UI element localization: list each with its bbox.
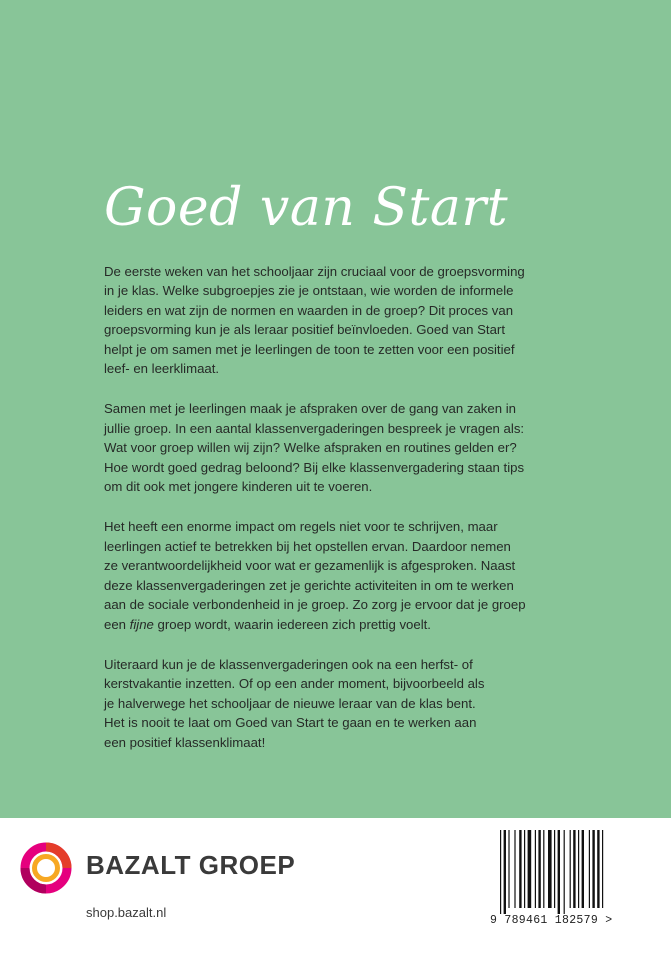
bazalt-ring-logo-icon [20,842,72,894]
text-line: om dit ook met jongere kinderen uit te voeren. [104,479,373,495]
blurb-paragraph-1 [104,262,634,378]
text-line: De eerste weken van het schooljaar zijn cruciaal voor de groepsvorming [104,264,525,279]
text-line: Samen met je leerlingen maak je afspraken over de gang van zaken in [104,401,516,417]
text-line: leiders en wat zijn de normen en waarden in de groep? Dit proces van [104,302,514,318]
barcode-bar [602,830,603,908]
barcode-icon [500,830,608,914]
barcode-bar [578,830,579,908]
text-line: groepsvorming kun je als leraar positief beïnvloeden. Goed van Start [104,322,505,338]
text-line: Het heeft een enorme impact om regels niet voor te schrijven, maar [104,519,498,535]
barcode-bar [597,830,599,908]
blurb-paragraph-3 [104,517,634,633]
text-segment: een [104,616,130,632]
text-line: in je klas. Welke subgroepjes zie je ontstaan, wie worden de informele [104,283,514,299]
barcode-bar [508,830,509,908]
isbn-barcode [490,830,620,932]
publisher-name: BAZALT GROEP [86,850,296,880]
barcode-bar [582,830,584,908]
barcode-bar [570,830,571,908]
barcode-bar [504,830,506,914]
barcode-bar [554,830,555,908]
barcode-bar [592,830,594,908]
barcode-bar [548,830,552,908]
barcode-bar [524,830,525,908]
barcode-bar [573,830,575,908]
text-line-with-emphasis [104,615,634,634]
text-segment: groep wordt, waarin iedereen zich prettig voelt. [153,616,431,632]
publisher-footer [0,818,671,960]
text-line: Uiteraard kun je de klassenvergaderingen ook na een herfst- of [104,656,473,672]
text-line: Wat voor groep willen wij zijn? Welke afspraken en routines gelden er? [104,440,517,456]
text-line: een positief klassenklimaat! [104,734,266,750]
blurb [104,262,634,773]
text-line: jullie groep. In een aantal klassenvergaderingen bespreek je vragen als: [104,420,525,436]
barcode-bar [535,830,536,908]
text-line: leef- en leerklimaat. [104,361,220,377]
shop-url-link[interactable]: shop.bazalt.nl [86,905,167,920]
emphasis-word: fijne [129,616,154,632]
barcode-bar [528,830,532,908]
text-line: je halverwege het schooljaar de nieuwe leraar van de klas bent. [104,695,476,711]
text-line: Het is nooit te laat om Goed van Start te gaan en te werken aan [104,715,477,731]
text-line: deze klassenvergaderingen zet je gerichte activiteiten in om te werken [104,577,514,593]
blurb-paragraph-2 [104,399,634,496]
text-line: helpt je om samen met je leerlingen de toon te zetten voor een positief [104,341,515,357]
text-line: aan de sociale verbondenheid in je groep. Zo zorg je ervoor dat je groep [104,597,526,613]
isbn-number: 9 789461 182579 > [490,914,613,927]
blurb-paragraph-4 [104,655,634,752]
barcode-bar [519,830,521,908]
barcode-bar [538,830,540,908]
text-line: leerlingen actief te betrekken bij het opstellen ervan. Daardoor nemen [104,538,511,554]
barcode-bar [500,830,501,914]
text-line: kerstvakantie inzetten. Of op een ander moment, bijvoorbeeld als [104,676,485,692]
text-line: Hoe wordt goed gedrag beloond? Bij elke klassenvergadering staan tips [104,459,525,475]
barcode-bar [514,830,515,908]
barcode-bar [589,830,590,908]
barcode-bar [564,830,565,914]
text-line: ze verantwoordelijkheid voor wat er gezamenlijk is afgesproken. Naast [104,558,516,574]
book-title: Goed van Start [104,178,509,238]
barcode-bar [543,830,544,908]
barcode-bar [558,830,560,914]
